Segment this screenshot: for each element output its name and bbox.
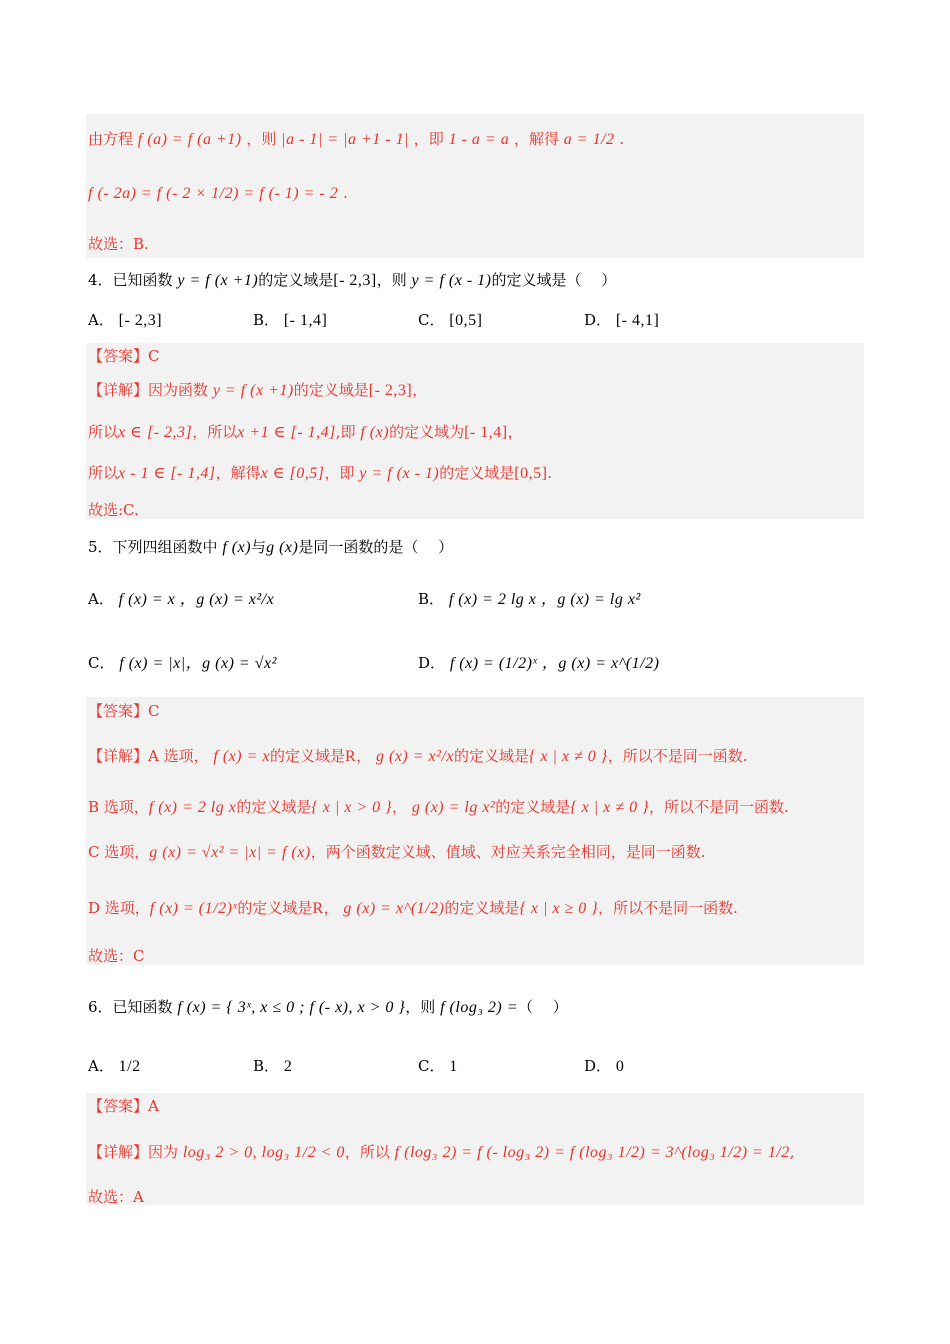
q6-option-d: D． 0 (584, 1057, 625, 1075)
formula: [- 1,4] (464, 424, 508, 441)
formula: log₃ 2 > 0, log₃ 1/2 < 0 (182, 1144, 345, 1161)
q4-conclusion: 故选:C. (88, 501, 139, 519)
formula: |a - 1| = |a +1 - 1| (281, 131, 410, 148)
formula: f (x) = { 3ˣ, x ≤ 0 ; f (- x), x > 0 } (177, 999, 406, 1016)
formula: g (x) = lg x² (411, 799, 496, 816)
formula: 1 - a = a (448, 131, 510, 148)
formula: y = f (x - 1) (411, 272, 492, 289)
q5-conclusion: 故选：C (88, 947, 145, 965)
formula: x - 1 ∈ [- 1,4] (118, 465, 216, 482)
q4-answer: 【答案】C (88, 347, 160, 365)
formula: { x | x ≠ 0 } (570, 799, 649, 816)
q4-detail-line2: 所以x ∈ [- 2,3]，所以x +1 ∈ [- 1,4],即 f (x)的定义域为[- 1,4]， (88, 423, 523, 441)
formula: x ∈ [0,5] (260, 465, 325, 482)
formula: x ∈ [- 2,3] (118, 424, 193, 441)
q6-detail: 【详解】因为 log₃ 2 > 0, log₃ 1/2 < 0，所以 f (log₃ 2) = f (- log₃ 2) = f (log₃ 1/2) = 3^(log₃ 1/2) = 1/2, (88, 1143, 795, 1161)
formula: y = f (x - 1) (359, 465, 440, 482)
formula: y = f (x +1) (177, 272, 259, 289)
q6-question: 6．已知函数 f (x) = { 3ˣ, x ≤ 0 ; f (- x), x > 0 }，则 f (log₃ 2) =（ ） (88, 998, 568, 1016)
formula: g (x) = x²/x (376, 748, 454, 765)
q4-question: 4．已知函数 y = f (x +1)的定义域是[- 2,3]，则 y = f (x - 1)的定义域是（ ） (88, 271, 617, 289)
q5-detail-a: 【详解】A 选项， f (x) = x的定义域是R， g (x) = x²/x的定义域是{ x | x ≠ 0 }，所以不是同一函数. (88, 747, 748, 765)
q5-option-a: A． f (x) = x ，g (x) = x²/x (88, 590, 275, 608)
formula: f (log₃ 2) = f (- log₃ 2) = f (log₃ 1/2) = 3^(log₃ 1/2) = 1/2 (394, 1144, 790, 1161)
formula: f (x) (222, 539, 252, 556)
formula: [0,5] (514, 465, 548, 482)
q6-option-c: C． 1 (418, 1057, 458, 1075)
formula: g (x) = x^(1/2) (343, 900, 445, 917)
q5-detail-b: B 选项，f (x) = 2 lg x的定义域是{ x | x > 0 }， g (x) = lg x²的定义域是{ x | x ≠ 0 }，所以不是同一函数. (88, 798, 789, 816)
q4-option-b: B． [- 1,4] (253, 311, 328, 329)
q3-detail-line2: f (- 2a) = f (- 2 × 1/2) = f (- 1) = - 2 . (88, 184, 348, 202)
formula: { x | x > 0 } (311, 799, 393, 816)
formula: a = 1/2 (563, 131, 615, 148)
formula: g (x) = √x² = |x| = f (x) (149, 844, 311, 861)
formula: y = f (x +1) (212, 382, 294, 399)
q6-answer: 【答案】A (88, 1097, 159, 1115)
q5-option-b: B． f (x) = 2 lg x ，g (x) = lg x² (418, 590, 641, 608)
q3-conclusion: 故选：B. (88, 235, 149, 253)
formula: g (x) (266, 539, 299, 556)
q4-option-d: D． [- 4,1] (584, 311, 660, 329)
formula: f (log₃ 2) = (440, 999, 518, 1016)
q4-option-a: A． [- 2,3] (88, 311, 163, 329)
formula: { x | x ≠ 0 } (529, 748, 608, 765)
q6-option-a: A． 1/2 (88, 1057, 141, 1075)
formula: [- 2,3] (333, 272, 377, 289)
formula: { x | x ≥ 0 } (519, 900, 599, 917)
formula: f (x) = 2 lg x (148, 799, 237, 816)
q4-detail-line1: 【详解】因为函数 y = f (x +1)的定义域是[- 2,3]， (88, 381, 428, 399)
formula: x +1 ∈ [- 1,4] (237, 424, 336, 441)
answer-block-q5 (86, 697, 864, 965)
q5-answer: 【答案】C (88, 702, 160, 720)
formula: f (x) (360, 424, 390, 441)
formula: [- 2,3] (368, 382, 413, 399)
q5-detail-c: C 选项，g (x) = √x² = |x| = f (x)，两个函数定义域、值域、对应关系完全相同，是同一函数. (88, 843, 706, 861)
q5-question: 5．下列四组函数中 f (x)与g (x)是同一函数的是（ ） (88, 538, 454, 556)
formula: f (a) = f (a +1) (137, 131, 242, 148)
q4-option-c: C． [0,5] (418, 311, 483, 329)
formula: f (- 2a) = f (- 2 × 1/2) = f (- 1) = - 2 (88, 185, 339, 202)
q5-detail-d: D 选项，f (x) = (1/2)ˣ的定义域是R， g (x) = x^(1/2)的定义域是{ x | x ≥ 0 }，所以不是同一函数. (88, 899, 738, 917)
q6-conclusion: 故选：A (88, 1188, 144, 1206)
formula: f (x) = (1/2)ˣ (149, 900, 238, 917)
q6-option-b: B． 2 (253, 1057, 293, 1075)
formula: f (x) = x (213, 748, 271, 765)
q5-option-d: D． f (x) = (1/2)ˣ ，g (x) = x^(1/2) (418, 654, 660, 672)
q3-detail-line1: 由方程 f (a) = f (a +1) ，则 |a - 1| = |a +1 - 1| ，即 1 - a = a ，解得 a = 1/2 . (88, 130, 625, 148)
q5-option-c: C． f (x) = |x|，g (x) = √x² (88, 654, 277, 672)
q4-detail-line3: 所以x - 1 ∈ [- 1,4]，解得x ∈ [0,5]，即 y = f (x - 1)的定义域是[0,5]. (88, 464, 553, 482)
